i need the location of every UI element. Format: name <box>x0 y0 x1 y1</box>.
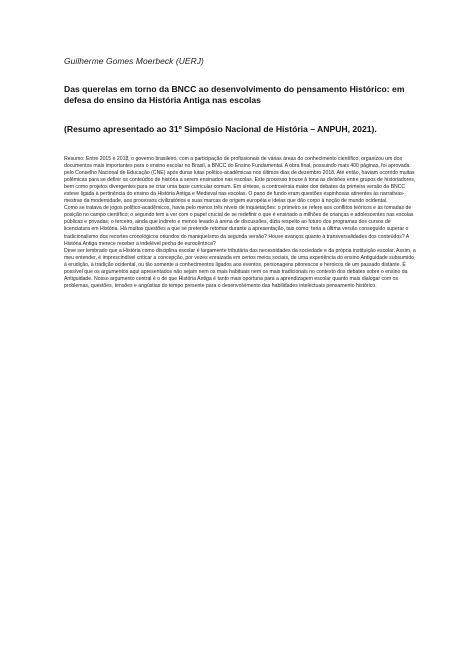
paragraph: Resumo: Entre 2015 e 2018, o governo brasileiro, com a participação de profissionais de várias áreas do conhecimento científico, organizou um dos documentos mais importantes para o ensino escolar no Brasil, a BNCC do Ensino Fundamental. A obra final, possuindo mais 400 páginas, foi aprovada pelo Conselho Nacional de Educação (CNE) após duras lutas político-acadêmicas nos últimos dias de dezembro 2018. Até então, haviam ocorrido muitas polêmicas para se definir os conteúdos de história a serem ensinados nas escolas. Este processo trouxe à tona as divisões entre grupos de historiadores, bem como projetos divergentes para se criar uma base curricular comum. Em síntese, a controvérsia maior dos debates da primeira versão da BNCC esteve ligada à pertinência do ensino da História Antiga e Medieval nas escolas. O pano de fundo eram questões espinhosas atinentes às narrativas-mestras da modernidade, aos processos civilizatórios e suas marcas de origem européia e ideias que dão corpo à noção de mundo ocidental. <box>64 156 416 205</box>
paragraph: Deve ser lembrado que a História como disciplina escolar é largamente tributária das necessidades da sociedade e da própria instituição escolar. Assim, a meu entender, é imprescindível criticar a concepção, por vezes enraizada em certos meios sociais, de uma experiência do ensino Antiguidade subsumido à erudição, à tradição ocidental, ou tão somente a conhecimentos ligados aos eventos, personagens pitorescos e heroicos de um passado distante. É possível que os argumentos aqui apresentados não sejam nem os mais habituais nem os mais tradicionais no contexto dos debates sobre o ensino da Antiguidade. Nosso argumento central é o de que História Antiga é tanto mais oportuna para a aprendizagem escolar quanto mais dialogar com os problemas, questões, tensões e angústias do tempo presente para o desenvolvimento das habilidades intelectuais pensamento histórico. <box>64 247 416 289</box>
document-title: Das querelas em torno da BNCC ao desenvolvimento do pensamento Histórico: em defesa do ensino da História Antiga nas escolas <box>64 84 405 106</box>
abstract-body <box>64 156 416 290</box>
document-subtitle: (Resumo apresentado ao 31º Simpósio Nacional de História – ANPUH, 2021). <box>64 124 377 134</box>
author-line: Guilherme Gomes Moerbeck (UERJ) <box>64 56 204 66</box>
paragraph: Como se tratava de jogos político-acadêmicos, havia pelo menos três níveis de inquietações: o primeiro se refere aos conflitos teóricos e às tomadas de posição no campo científico; o segundo tem a ver com o papel crucial de se redefinir o que é ensinado a milhões de crianças e adolescentes nas escolas públicas e privadas; o terceiro, ainda que indireto e menos levado à arena de discussões, dizia respeito ao futuro dos programas dos cursos de licenciatura em História. Há muitas questões a que se pretende retomar durante a apresentação, tais como: teria a última versão conseguido superar o tradicionalismo dos recortes cronológicos oriundos do maniqueísmo da segunda versão? Houve avanços quanto à transversalidades dos conteúdos? A História Antiga merece receber a indelével pecha de eurocêntrica? <box>64 205 414 247</box>
